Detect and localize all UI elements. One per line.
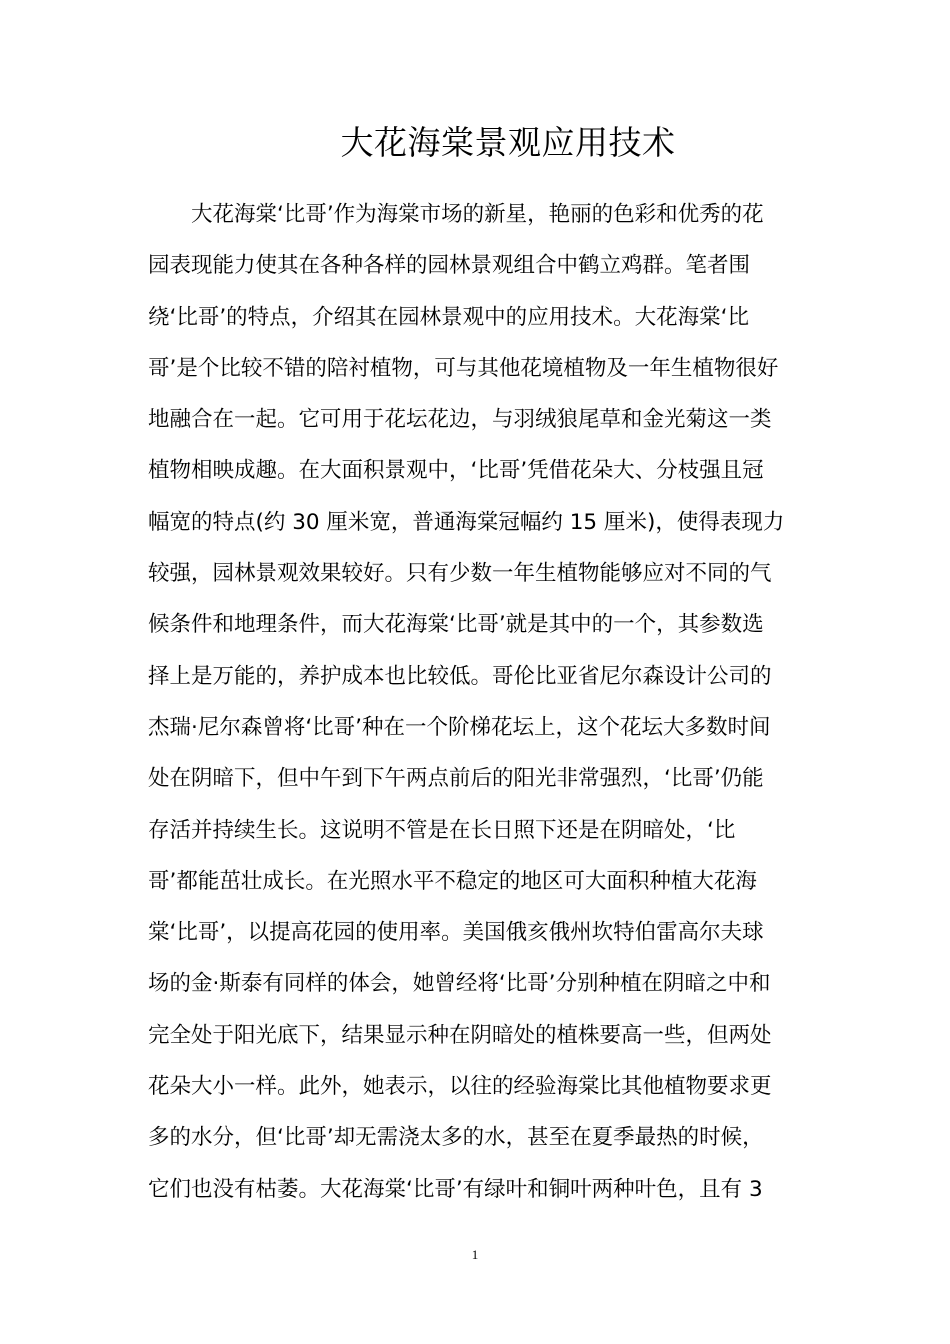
text-line: 地融合在一起。它可用于花坛花边，与羽绒狼尾草和金光菊这一类 bbox=[148, 407, 772, 433]
text-line: 棠‘比哥’，以提高花园的使用率。美国俄亥俄州坎特伯雷高尔夫球 bbox=[148, 920, 764, 946]
text-line: 绕‘比哥’的特点，介绍其在园林景观中的应用技术。大花海棠‘比 bbox=[148, 304, 750, 330]
document-title: 大花海棠景观应用技术 bbox=[340, 123, 676, 162]
text-line: 较强，园林景观效果较好。只有少数一年生植物能够应对不同的气 bbox=[148, 561, 772, 587]
body-paragraph bbox=[148, 189, 808, 1215]
text-line: 哥’是个比较不错的陪衬植物，可与其他花境植物及一年生植物很好 bbox=[148, 355, 779, 381]
text-line: 植物相映成趣。在大面积景观中，‘比哥’凭借花朵大、分枝强且冠 bbox=[148, 458, 764, 484]
text-line: 处在阴暗下，但中午到下午两点前后的阳光非常强烈，‘比哥’仍能 bbox=[148, 766, 764, 792]
text-line: 杰瑞·尼尔森曾将‘比哥’种在一个阶梯花坛上，这个花坛大多数时间 bbox=[148, 714, 771, 740]
text-line: 幅宽的特点(约 30 厘米宽，普通海棠冠幅约 15 厘米)，使得表现力 bbox=[148, 509, 785, 535]
text-line: 园表现能力使其在各种各样的园林景观组合中鹤立鸡群。笔者围 bbox=[148, 253, 751, 279]
text-line: 它们也没有枯萎。大花海棠‘比哥’有绿叶和铜叶两种叶色，且有 3 bbox=[148, 1176, 763, 1202]
text-line: 场的金·斯泰有同样的体会，她曾经将‘比哥’分别种植在阴暗之中和 bbox=[148, 971, 771, 997]
page-number: 1 bbox=[471, 1247, 479, 1262]
text-line: 大花海棠‘比哥’作为海棠市场的新星，艳丽的色彩和优秀的花 bbox=[148, 202, 764, 227]
text-line: 哥’都能茁壮成长。在光照水平不稳定的地区可大面积种植大花海 bbox=[148, 868, 757, 894]
text-line: 花朵大小一样。此外，她表示，以往的经验海棠比其他植物要求更 bbox=[148, 1074, 772, 1100]
text-line: 候条件和地理条件，而大花海棠‘比哥’就是其中的一个，其参数选 bbox=[148, 612, 764, 638]
text-line: 择上是万能的，养护成本也比较低。哥伦比亚省尼尔森设计公司的 bbox=[148, 663, 772, 689]
text-line: 多的水分，但‘比哥’却无需浇太多的水，甚至在夏季最热的时候， bbox=[148, 1125, 764, 1151]
text-line: 完全处于阳光底下，结果显示种在阴暗处的植株要高一些，但两处 bbox=[148, 1022, 772, 1048]
text-line: 存活并持续生长。这说明不管是在长日照下还是在阴暗处，‘比 bbox=[148, 817, 736, 843]
